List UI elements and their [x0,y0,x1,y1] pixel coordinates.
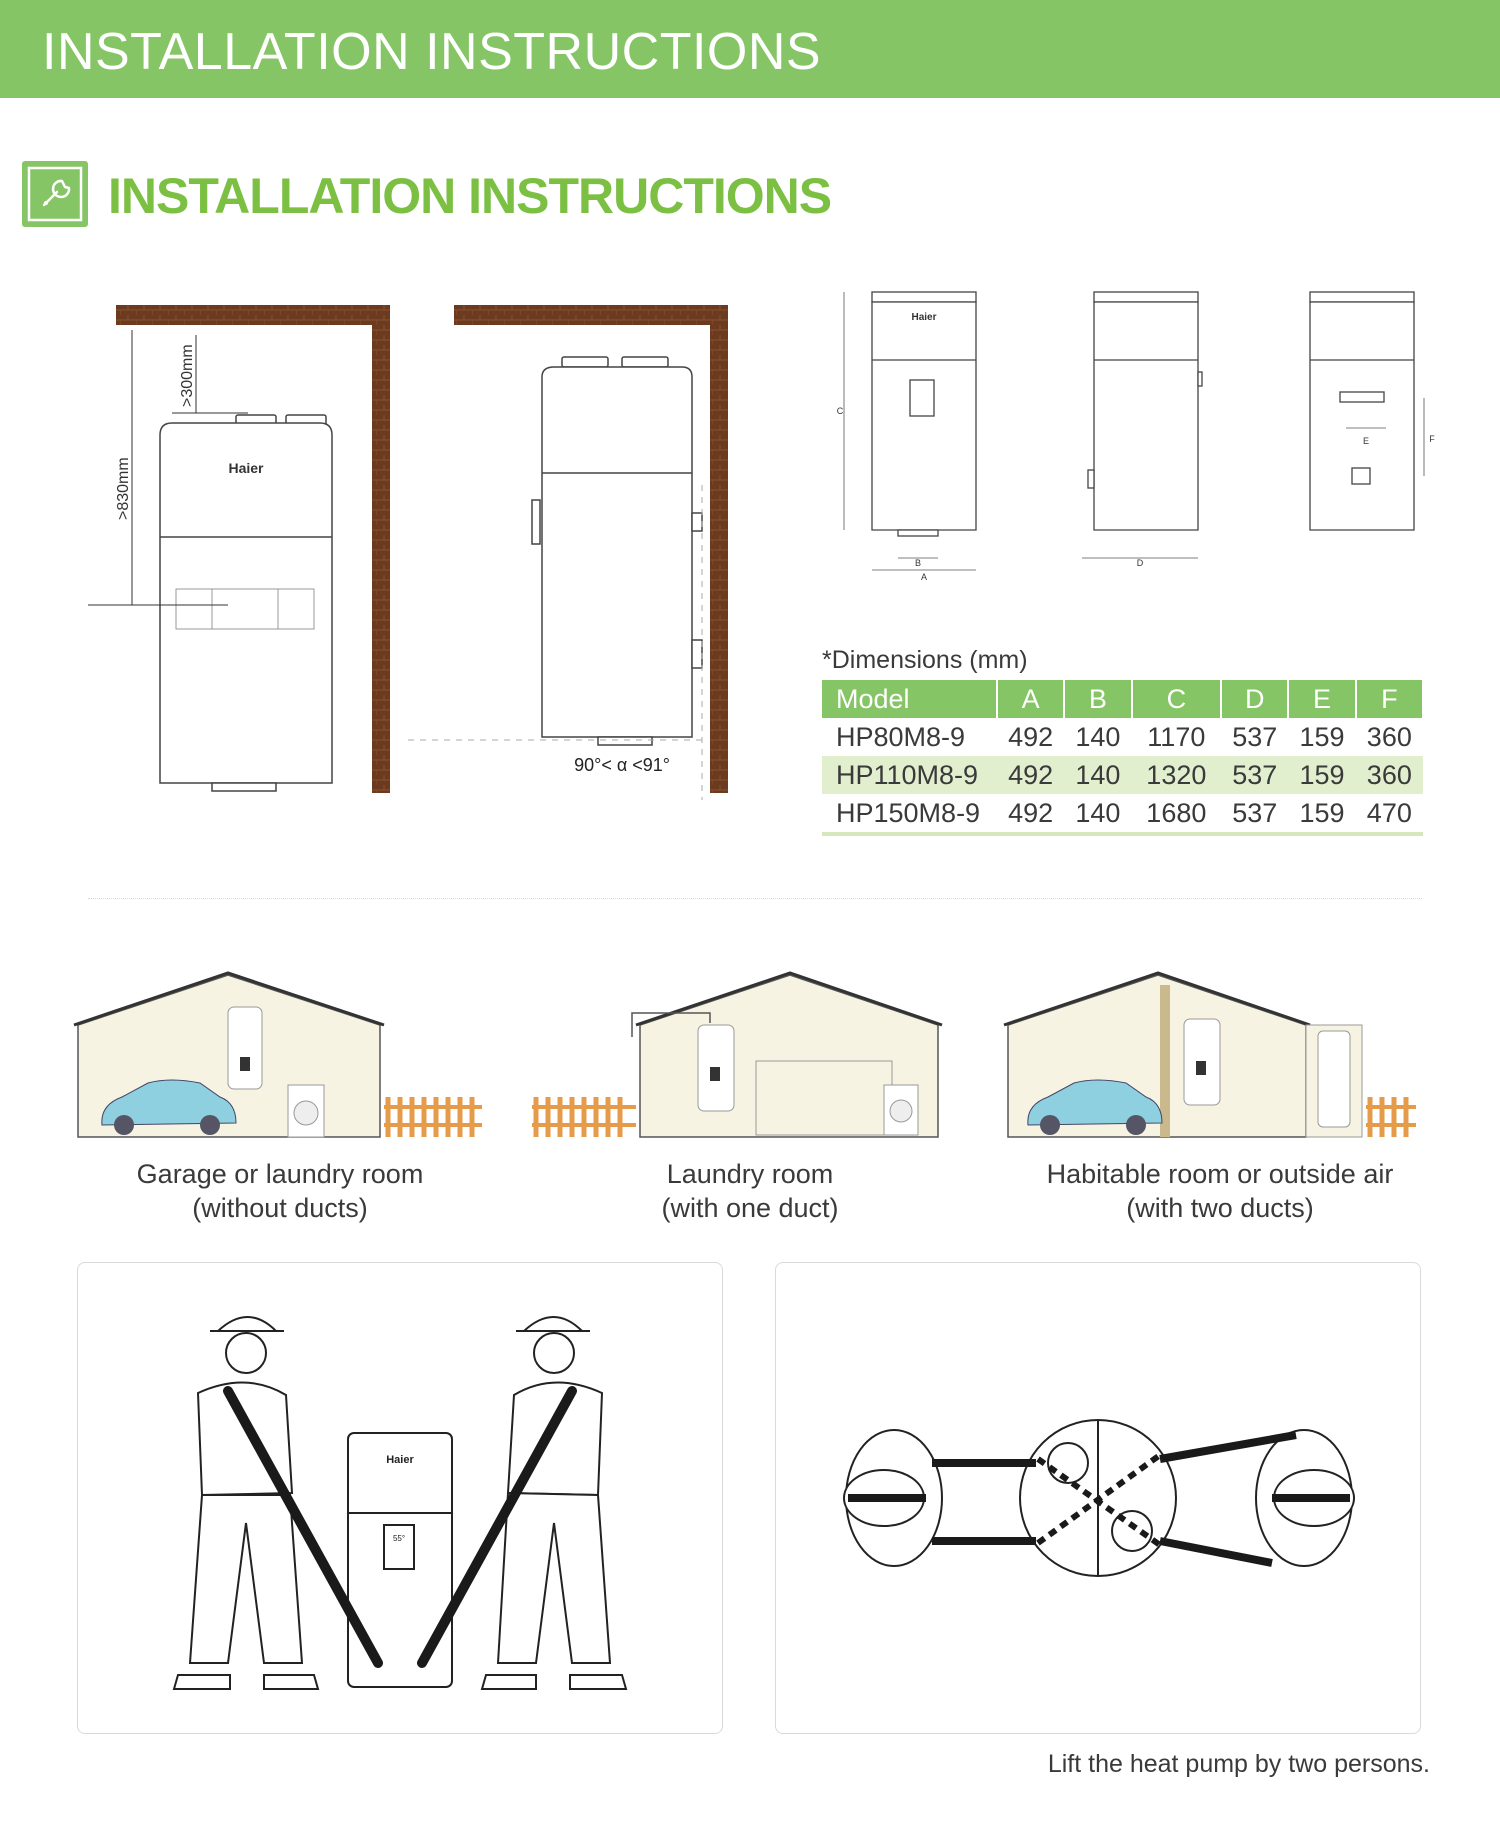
table-cell: 492 [1008,721,1054,752]
table-cell: HP80M8-9 [836,721,966,752]
room-label-habitable [1000,1157,1440,1225]
table-cell: 159 [1299,721,1345,752]
table-row [822,756,1423,794]
column-header: A [997,680,1064,718]
table-cell: 140 [1075,721,1121,752]
table-cell: 159 [1288,756,1355,794]
laundry-house [532,973,942,1137]
lifting-top-illustration [776,1263,1420,1733]
table-cell: 1320 [1132,756,1222,794]
dim-letter-f: F [1429,434,1435,444]
habitable-house [1004,973,1416,1137]
dimension-drawings [826,280,1436,600]
clearance-top-label: >300mm [179,344,196,407]
side-wall [372,305,390,793]
dim-letter-b: B [914,558,922,568]
clearance-diagram [88,295,748,805]
room-label-subline: (with two ducts) [1126,1193,1314,1223]
lifting-side-illustration [78,1263,722,1733]
room-label-garage [70,1157,490,1225]
dim-letter-a: A [920,572,928,582]
dim-letter-e: E [1362,436,1370,446]
column-header: F [1356,680,1423,718]
column-header: D [1221,680,1288,718]
ceiling-wall-2 [454,305,728,325]
room-label-line: Habitable room or outside air [1046,1159,1394,1189]
table-cell: 492 [997,794,1064,834]
dimensions-table [822,680,1424,836]
column-header: E [1288,680,1355,718]
table-cell: 360 [1366,721,1412,752]
table-row [822,718,1423,756]
column-header: B [1064,680,1131,718]
section-divider [88,898,1422,899]
clearance-side-label: >830mm [115,457,132,520]
table-cell: HP110M8-9 [822,756,997,794]
unit-brand-label: Haier [228,460,264,476]
lifting-side-view-panel [77,1262,723,1734]
table-header-row [822,680,1423,718]
dim-letter-c: C [836,406,844,416]
table-row [822,794,1423,834]
lift-unit-display: 55° [392,1534,406,1543]
room-label-subline: (without ducts) [192,1193,368,1223]
room-label-line: Laundry room [666,1159,834,1189]
table-cell: 159 [1288,794,1355,834]
column-header: C [1132,680,1222,718]
heat-pump-side [532,357,702,745]
table-cell: 492 [997,756,1064,794]
angle-label: 90°< α <91° [574,755,670,775]
side-wall-2 [710,305,728,793]
table-cell: 1680 [1132,794,1222,834]
column-header: Model [822,680,997,718]
table-cell: 470 [1356,794,1423,834]
lift-unit-brand: Haier [386,1454,414,1466]
room-label-subline: (with one duct) [661,1193,839,1223]
section-title: INSTALLATION INSTRUCTIONS [108,168,832,224]
dim-letter-d: D [1136,558,1144,568]
table-cell: 1170 [1147,721,1206,752]
room-label-laundry [540,1157,960,1225]
table-cell: 140 [1064,756,1131,794]
drawing-brand-label: Haier [911,312,937,323]
wrench-icon [22,161,88,227]
table-cell: 537 [1232,721,1278,752]
table-cell: HP150M8-9 [822,794,997,834]
lifting-top-view-panel [775,1262,1421,1734]
banner-title: INSTALLATION INSTRUCTIONS [42,23,822,81]
lifting-note: Lift the heat pump by two persons. [1047,1750,1430,1778]
room-illustrations [70,965,1430,1145]
ceiling-wall [116,305,390,325]
table-cell: 537 [1221,794,1288,834]
table-cell: 537 [1221,756,1288,794]
dimensions-caption: *Dimensions (mm) [822,646,1028,674]
garage-house [74,973,482,1137]
top-banner [0,0,1500,98]
table-cell: 140 [1064,794,1131,834]
table-cell: 360 [1356,756,1423,794]
room-label-line: Garage or laundry room [136,1159,424,1189]
